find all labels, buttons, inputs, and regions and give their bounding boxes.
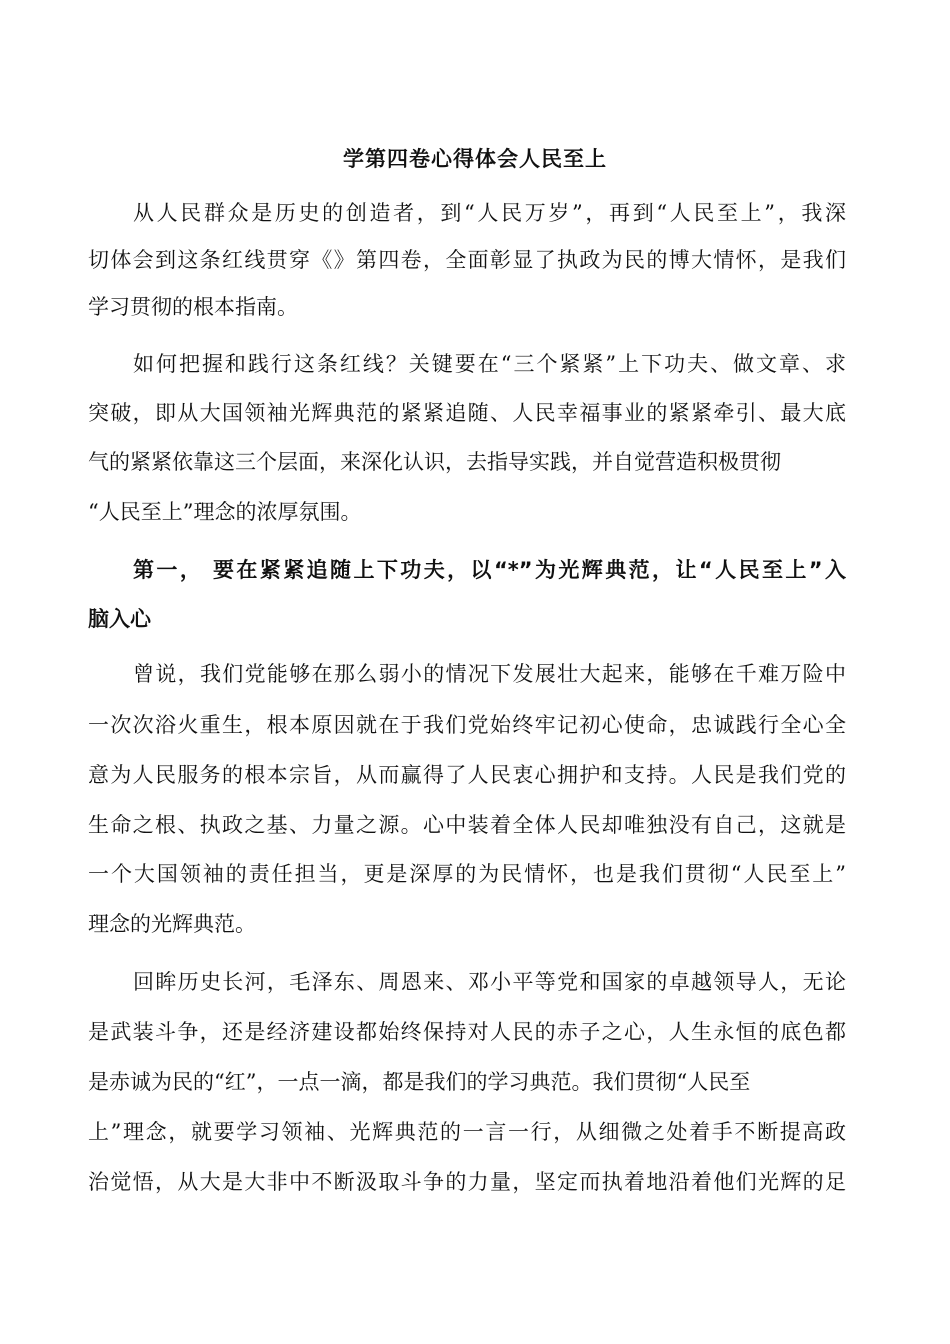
paragraph-4-line-3: 是赤诚为民的“红”，一点一滴，都是我们的学习典范。我们贯彻“人民至 (88, 1070, 751, 1094)
section-heading-line-2: 脑入心 (88, 607, 151, 631)
paragraph-2-line-3: 气的紧紧依靠这三个层面，来深化认识，去指导实践，并自觉营造积极贯彻 (88, 450, 781, 474)
paragraph-2-line-4: “人民至上”理念的浓厚氛围。 (88, 500, 362, 524)
paragraph-3-line-4: 生命之根、执政之基、力量之源。心中装着全体人民却唯独没有自己，这就是 (88, 813, 846, 837)
document-title: 学第四卷心得体会人民至上 (343, 147, 607, 171)
paragraph-1-line-3: 学习贯彻的根本指南。 (88, 295, 298, 319)
paragraph-3-line-3: 意为人民服务的根本宗旨，从而赢得了人民衷心拥护和支持。人民是我们党的 (88, 763, 846, 787)
paragraph-4-line-2: 是武装斗争，还是经济建设都始终保持对人民的赤子之心，人生永恒的底色都 (88, 1020, 846, 1044)
section-heading-line-1: 第一， 要在紧紧追随上下功夫，以“*”为光辉典范，让“人民至上”入 (133, 558, 846, 582)
paragraph-1-line-1: 从人民群众是历史的创造者，到“人民万岁”，再到“人民至上”，我深 (133, 201, 846, 225)
paragraph-3-line-5: 一个大国领袖的责任担当，更是深厚的为民情怀，也是我们贯彻“人民至上” (88, 862, 846, 886)
paragraph-2-line-1: 如何把握和践行这条红线？关键要在“三个紧紧”上下功夫、做文章、求 (133, 352, 846, 376)
paragraph-4-line-4: 上”理念，就要学习领袖、光辉典范的一言一行，从细微之处着手不断提高政 (88, 1120, 846, 1144)
paragraph-2-line-2: 突破，即从大国领袖光辉典范的紧紧追随、人民幸福事业的紧紧牵引、最大底 (88, 401, 846, 425)
paragraph-3-line-1: 曾说，我们党能够在那么弱小的情况下发展壮大起来，能够在千难万险中 (133, 662, 846, 686)
paragraph-3-line-6: 理念的光辉典范。 (88, 912, 256, 936)
paragraph-4-line-5: 治觉悟，从大是大非中不断汲取斗争的力量，坚定而执着地沿着他们光辉的足 (88, 1170, 846, 1194)
paragraph-4-line-1: 回眸历史长河，毛泽东、周恩来、邓小平等党和国家的卓越领导人，无论 (133, 970, 846, 994)
paragraph-1-line-2: 切体会到这条红线贯穿《》第四卷，全面彰显了执政为民的博大情怀，是我们 (88, 248, 846, 272)
paragraph-3-line-2: 一次次浴火重生，根本原因就在于我们党始终牢记初心使命，忠诚践行全心全 (88, 713, 846, 737)
